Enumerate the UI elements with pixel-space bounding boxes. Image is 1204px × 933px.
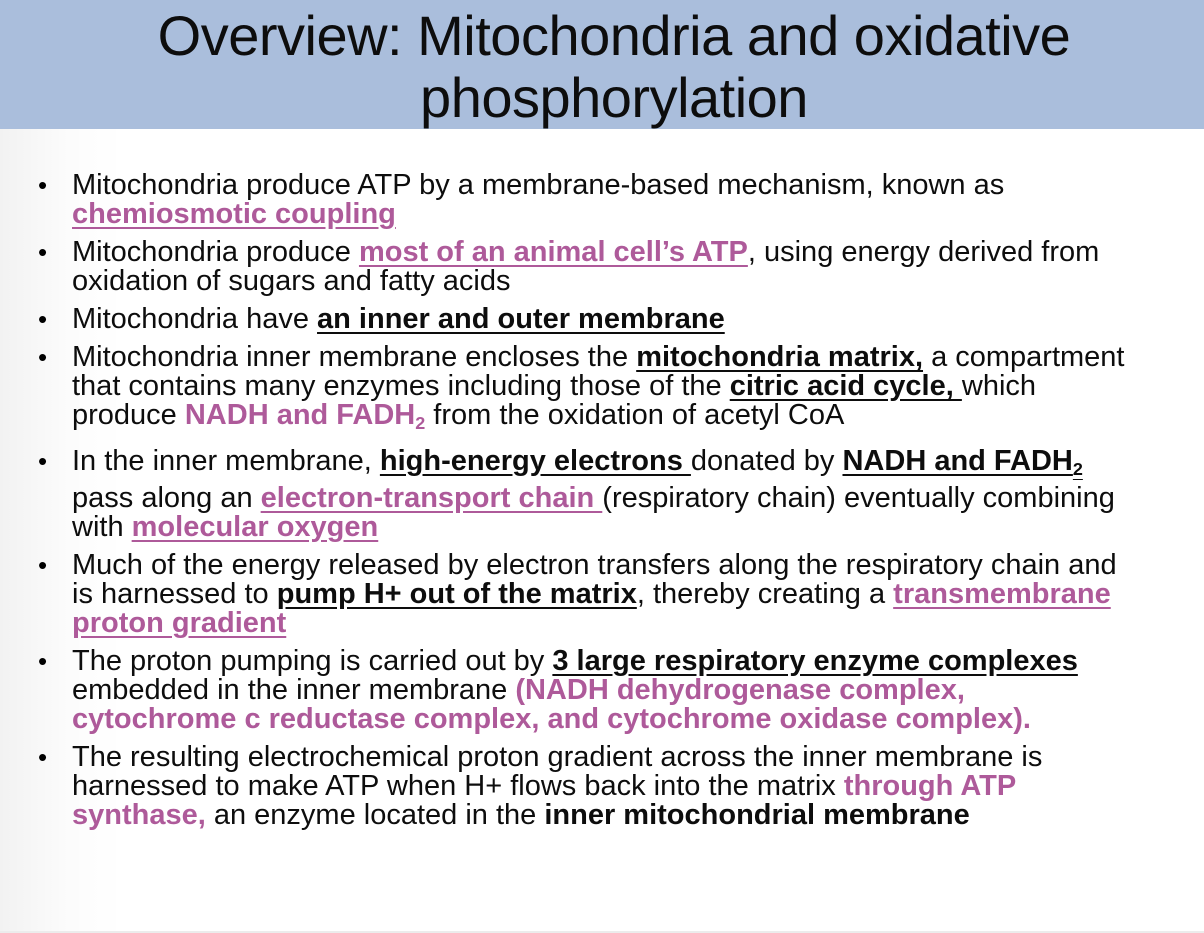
bullet-line [72, 772, 1204, 801]
text-segment: pump H+ out of the matrix [276, 578, 637, 611]
bullet-item [30, 551, 1204, 638]
bullet-line [72, 801, 1204, 830]
text-segment: The proton pumping is carried out by [72, 645, 553, 678]
text-segment: In the inner membrane, [72, 445, 380, 478]
bullet-item [30, 743, 1204, 830]
text-segment: molecular oxygen [131, 511, 379, 544]
bullet-marker-icon: • [38, 304, 48, 334]
bullet-text [72, 551, 1204, 638]
bullet-item [30, 647, 1204, 734]
bullet-item [30, 343, 1204, 438]
text-segment: chemiosmotic coupling [72, 198, 396, 230]
bullet-line [72, 743, 1204, 772]
text-segment: , using energy derived from [747, 236, 1100, 268]
text-segment: with [72, 511, 132, 544]
text-segment: harnessed to make ATP when H+ flows back into the matrix [72, 770, 844, 803]
text-segment: a compartment [923, 341, 1125, 373]
text-segment: The resulting electrochemical proton gradient across the inner membrane is [72, 741, 1043, 774]
text-segment: transmembrane [893, 578, 1111, 611]
bullet-line [72, 447, 1204, 484]
bullet-line [72, 609, 1204, 638]
slide-body [0, 129, 1204, 933]
bullet-text [72, 238, 1204, 296]
text-segment: , thereby creating a [636, 578, 894, 611]
text-segment: through ATP [843, 770, 1017, 803]
bullet-line [72, 705, 1204, 734]
bullet-item [30, 238, 1204, 296]
bullet-line [72, 305, 1204, 334]
text-segment: Much of the energy released by electron transfers along the respiratory chain and [72, 549, 1117, 582]
text-segment: Mitochondria produce [72, 236, 359, 268]
text-segment: Mitochondria inner membrane encloses the [72, 341, 637, 373]
bullet-line [72, 267, 1204, 296]
bullet-marker-icon: • [38, 342, 48, 372]
bullet-text [72, 171, 1204, 229]
bullet-line [72, 580, 1204, 609]
text-segment: oxidation of sugars and fatty acids [72, 265, 511, 297]
text-segment: produce [72, 399, 185, 431]
text-segment: 3 large respiratory enzyme complexes [552, 645, 1078, 678]
bullet-line [72, 343, 1204, 372]
text-segment: donated by [690, 445, 843, 478]
bullet-marker-icon: • [38, 446, 48, 477]
text-segment: inner mitochondrial membrane [544, 799, 970, 832]
bullet-line [72, 484, 1204, 513]
text-segment: 2 [1072, 459, 1083, 480]
slide-title-banner [0, 0, 1204, 129]
text-segment: is harnessed to [72, 578, 277, 611]
text-segment: (respiratory chain) eventually combining [602, 482, 1115, 515]
bullet-item [30, 305, 1204, 334]
text-segment: high-energy electrons [379, 445, 691, 478]
bullet-text [72, 343, 1204, 438]
text-segment: proton gradient [72, 607, 287, 640]
bullet-line [72, 551, 1204, 580]
bullet-marker-icon: • [38, 550, 48, 581]
text-segment: 2 [415, 413, 426, 434]
text-segment: cytochrome c reductase complex, and cytochrome oxidase complex). [72, 703, 1031, 736]
bullet-marker-icon: • [38, 237, 48, 267]
text-segment: an enzyme located in the [205, 799, 545, 832]
bullet-marker-icon: • [38, 170, 48, 200]
slide-title: Overview: Mitochondria and oxidative phosphorylation [157, 4, 1071, 129]
text-segment: electron-transport chain [260, 482, 603, 515]
text-segment: that contains many enzymes including those of the [72, 370, 730, 402]
text-segment: an inner and outer membrane [317, 303, 725, 335]
text-segment: (NADH dehydrogenase complex, [515, 674, 965, 707]
text-segment: citric acid cycle, [729, 370, 962, 402]
bullet-text [72, 647, 1204, 734]
bullet-line [72, 372, 1204, 401]
bullet-item [30, 171, 1204, 229]
bullet-list [30, 171, 1204, 830]
bullet-line [72, 676, 1204, 705]
bullet-marker-icon: • [38, 646, 48, 677]
text-segment: Mitochondria produce ATP by a membrane-based mechanism, known as [72, 169, 1005, 201]
text-segment: pass along an [72, 482, 261, 515]
text-segment: from the oxidation of acetyl CoA [425, 399, 845, 431]
bullet-marker-icon: • [38, 742, 48, 773]
text-segment: most of an animal cell’s ATP [358, 236, 748, 268]
text-segment: Mitochondria have [72, 303, 318, 335]
bullet-line [72, 200, 1204, 229]
bullet-line [72, 401, 1204, 438]
bullet-text [72, 447, 1204, 542]
text-segment: embedded in the inner membrane [72, 674, 516, 707]
text-segment: synthase, [72, 799, 206, 832]
bullet-line [72, 647, 1204, 676]
bullet-line [72, 171, 1204, 200]
bullet-item [30, 447, 1204, 542]
text-segment: which [961, 370, 1037, 402]
bullet-line [72, 513, 1204, 542]
text-segment: mitochondria matrix, [636, 341, 924, 373]
text-segment: NADH and FADH [842, 445, 1073, 478]
bullet-text [72, 305, 1204, 334]
text-segment: NADH and FADH [184, 399, 416, 431]
bullet-line [72, 238, 1204, 267]
bullet-text [72, 743, 1204, 830]
